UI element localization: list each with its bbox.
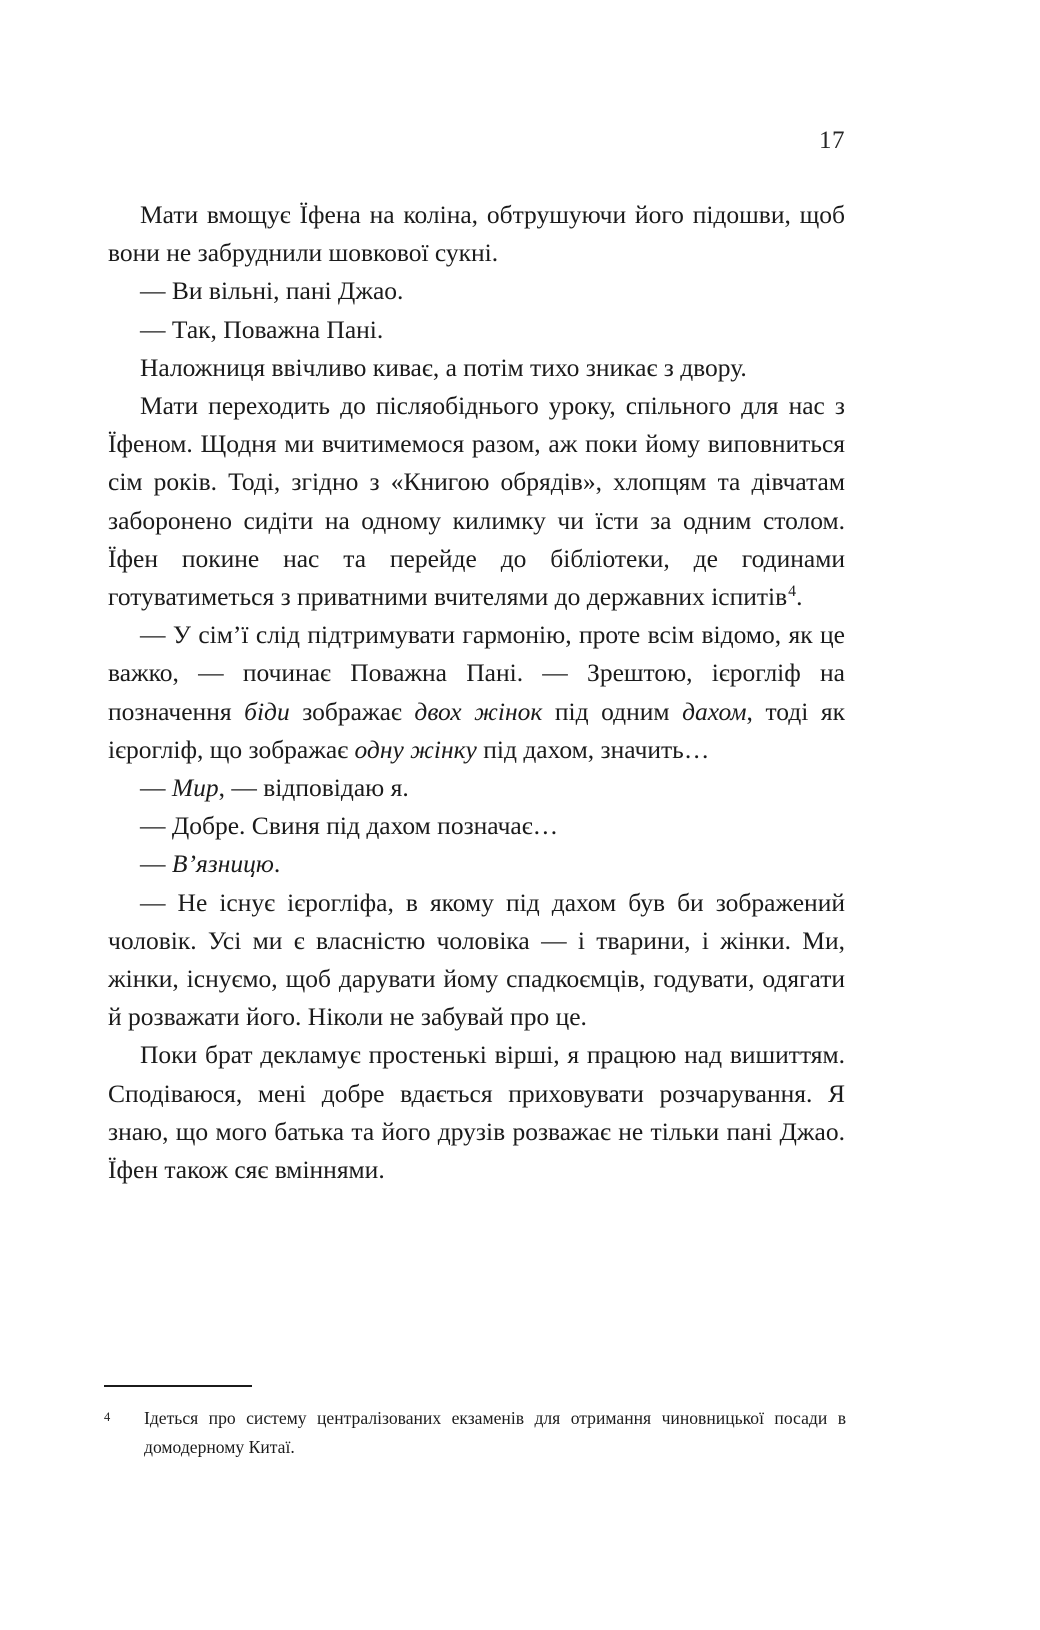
emphasis-run: двох жінок [414,696,543,726]
text-run: , — відповідаю я. [218,773,409,803]
paragraph-dialogue [108,311,845,349]
text-run: — У сім’ї слід підтримувати гармонію, проте всім відомо, як це важко, — починає Поважна Пані. — Зрештою, ієрогліф на позначення [108,620,845,726]
text-run: Мати вмощує Їфена на коліна, обтрушуючи його підошви, щоб вони не забруднили шовкової сукні. [108,200,845,268]
page-number: 17 [819,127,845,154]
footnote-text: Ідеться про систему централізованих екзаменів для отримання чиновницької посади в домодерному Китаї. [144,1408,846,1457]
text-run: Поки брат декламує простенькі вірші, я працюю над вишиттям. Сподіваюся, мені добре вдається приховувати розчарування. Я знаю, що мого батька та його друзів розважає не тільки пані Джао. Їфен також сяє вміннями. [108,1040,845,1185]
paragraph-dialogue [108,616,845,769]
paragraph-dialogue [108,884,845,1037]
emphasis-run: В’язницю [171,849,274,879]
paragraph-dialogue [108,807,845,845]
text-run: — Так, Поважна Пані. [140,314,384,344]
text-run: зображає [289,696,415,726]
emphasis-run: Мир [171,773,219,803]
text-run: . [273,849,281,879]
text-run: — [140,773,172,803]
paragraph [108,196,845,272]
paragraph-dialogue [108,272,845,310]
footnote-separator-rule [104,1385,252,1387]
text-run: Наложниця ввічливо киває, а потім тихо зникає з двору. [140,352,747,382]
text-run: , тоді як ієрогліф, що зображає [108,696,846,764]
body-text [108,196,845,1189]
text-run: Мати переходить до післяобіднього уроку, спільного для нас з Їфеном. Щодня ми вчитимемося разом, аж поки йому виповниться сім років. Тоді, згідно з «Книгою обрядів», хлопцям та дівчатам заборонено сидіти на одному килимку чи їсти за одним столом. Їфен покине нас та перейде до бібліотеки, де годинами готуватиметься з приватними вчителями до державних іспитів [108,391,845,612]
text-run: — Ви вільні, пані Джао. [140,276,404,306]
text-run: — [140,849,172,879]
emphasis-run: одну жінку [354,734,477,764]
text-run: — Добре. Свиня під дахом позначає… [140,811,559,841]
paragraph-dialogue [108,845,845,883]
paragraph-dialogue [108,769,845,807]
text-run: під дахом, значить… [476,734,710,764]
paragraph [108,349,845,387]
paragraph [108,1036,845,1189]
emphasis-run: дахом [682,696,747,726]
footnote-number: 4 [104,1410,111,1424]
footnote-reference-marker[interactable]: 4 [788,582,797,600]
emphasis-run: біди [244,696,290,726]
paragraph-with-footnote-ref [108,387,845,616]
text-run: — Не існує ієрогліфа, в якому під дахом був би зображений чоловік. Усі ми є власністю чоловіка — і тварини, і жінки. Ми, жінки, існуємо, щоб дарувати йому спадкоємців, годувати, одягати й розважати його. Ніколи не забувай про це. [108,887,845,1032]
text-run: під одним [542,696,683,726]
footnote-area [104,1404,846,1462]
text-run: . [796,582,803,612]
footnote-item [104,1404,846,1462]
